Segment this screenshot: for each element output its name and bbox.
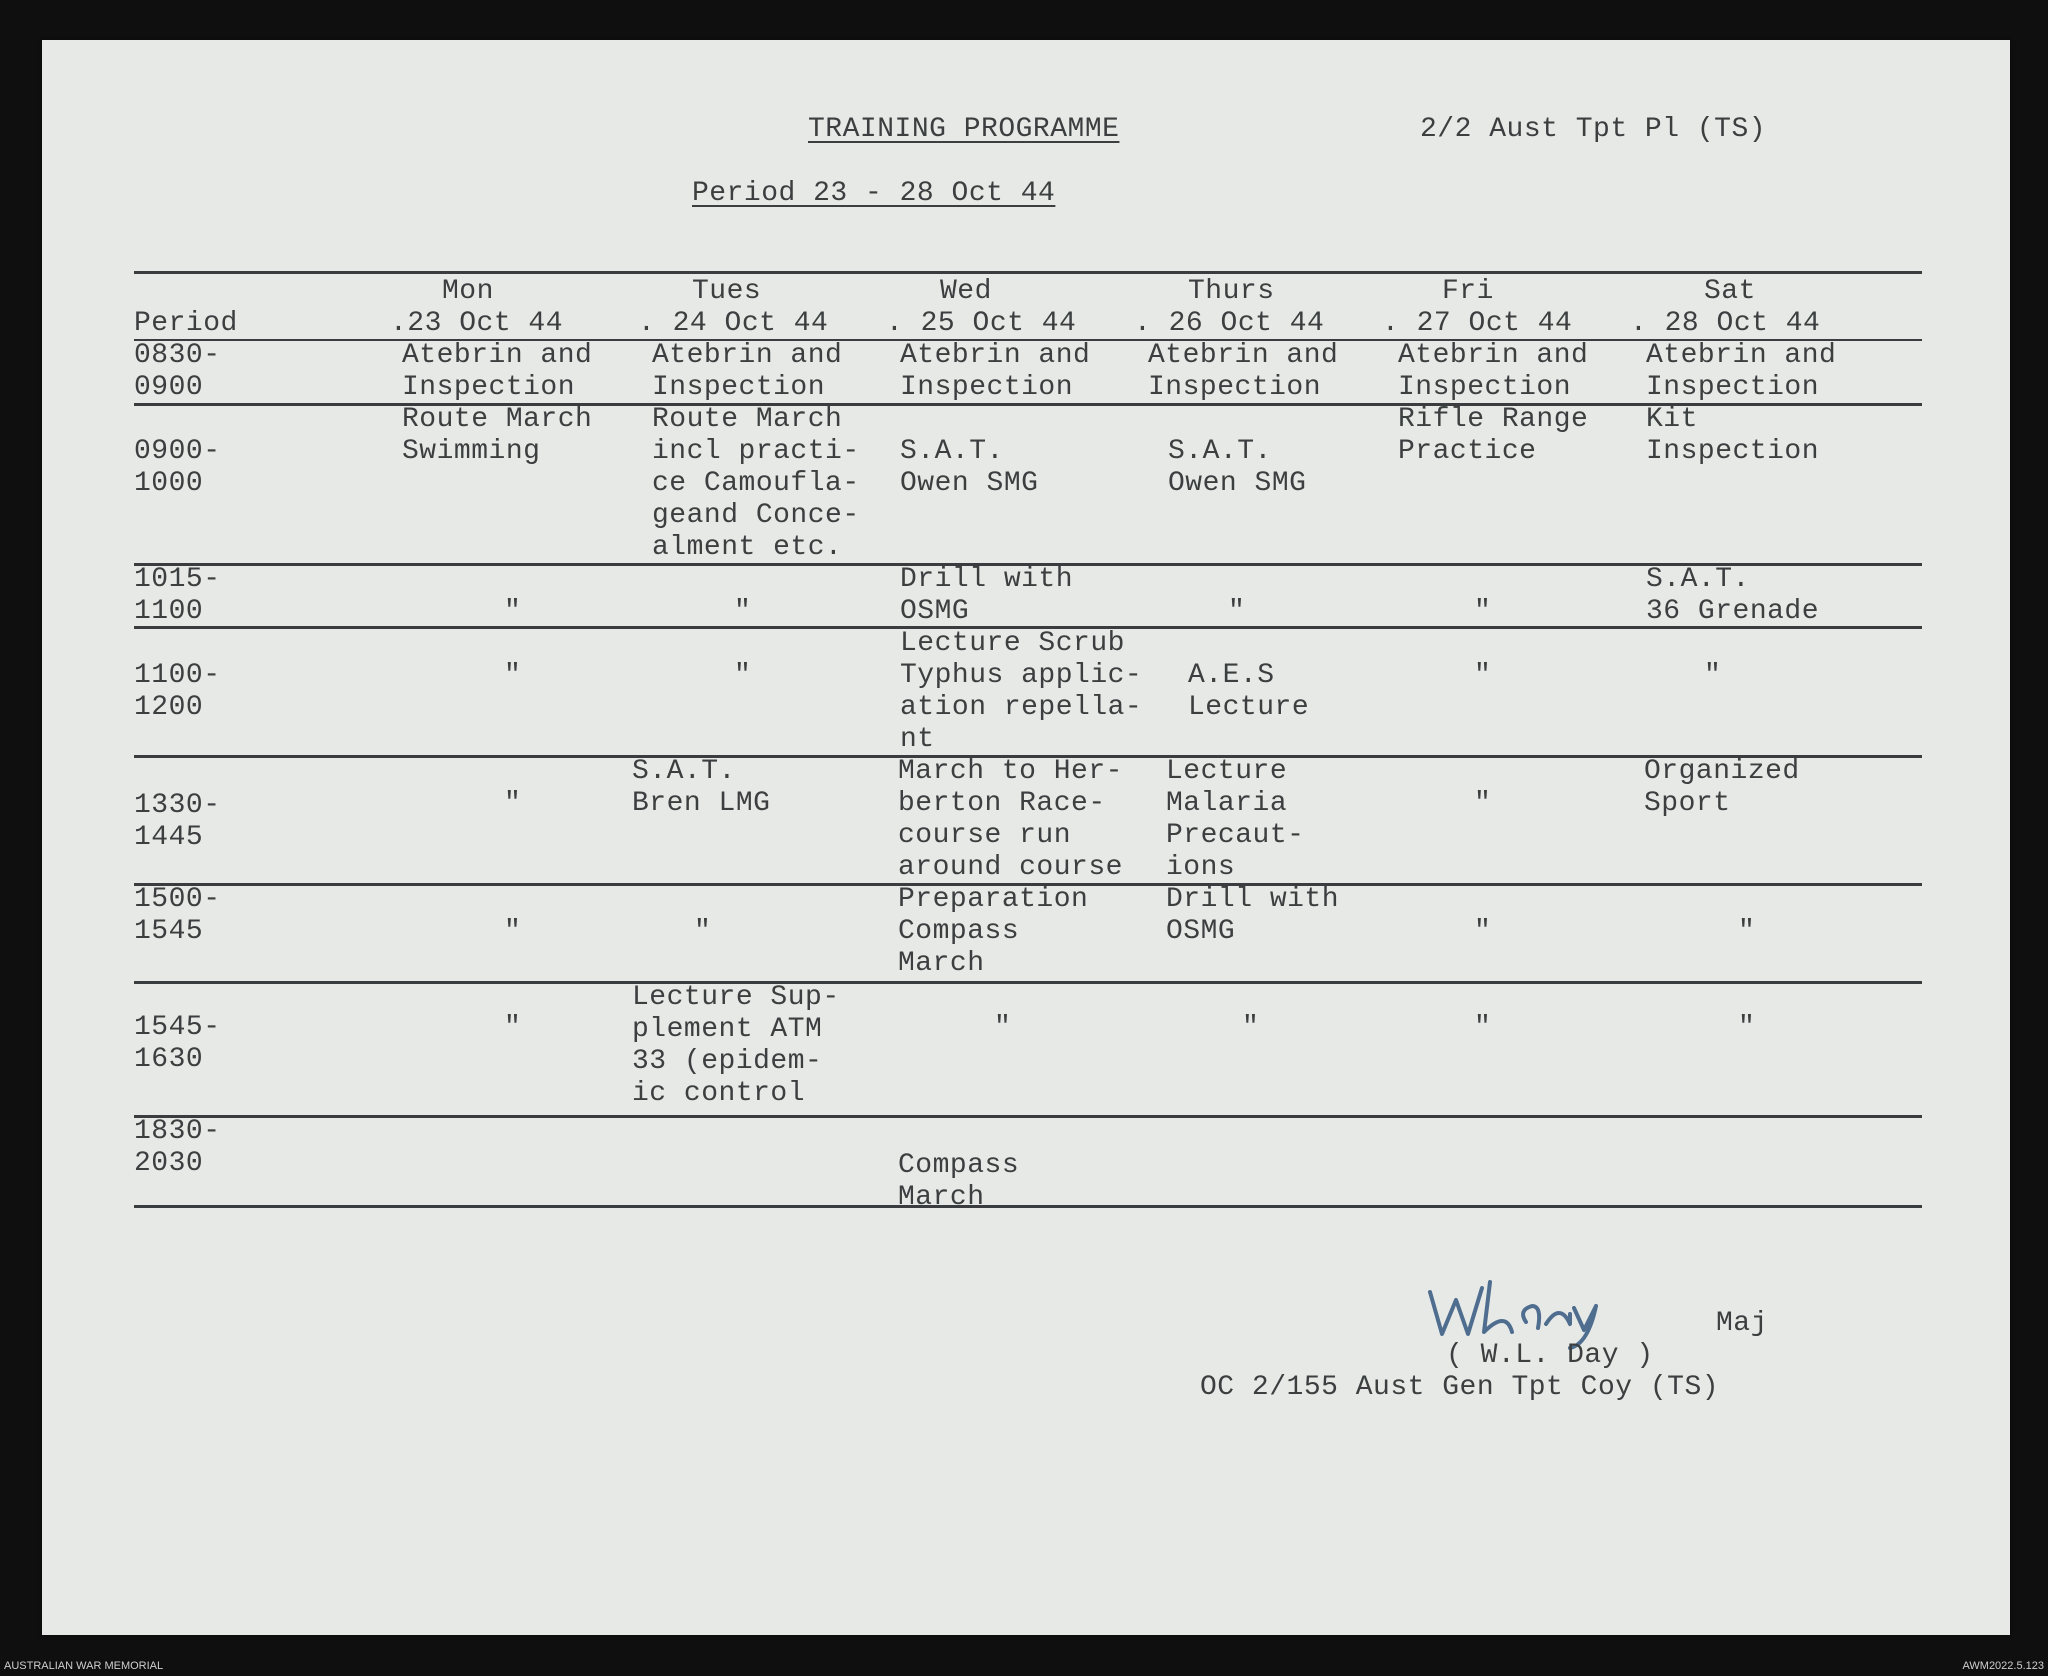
schedule-cell: " (504, 916, 522, 947)
schedule-cell: S.A.T. Owen SMG (1168, 436, 1307, 499)
signatory-name: ( W.L. Day ) (1446, 1340, 1654, 1371)
schedule-cell: " (994, 1012, 1012, 1043)
schedule-cell: Lecture Sup- plement ATM 33 (epidem- ic control (632, 982, 840, 1109)
schedule-cell: Atebrin and Inspection (1398, 340, 1589, 403)
schedule-cell: " (734, 596, 752, 627)
period-cell: 1015- 1100 (134, 564, 221, 627)
schedule-cell: Atebrin and Inspection (402, 340, 593, 403)
day-date-sat: . 28 Oct 44 (1630, 308, 1821, 339)
schedule-cell: Route March incl practi- ce Camoufla- geand Conce- alment etc. (652, 404, 860, 563)
day-name-fri: Fri (1442, 276, 1494, 307)
period-cell: 0900- 1000 (134, 436, 221, 499)
day-name-tues: Tues (692, 276, 762, 307)
schedule-cell: " (504, 788, 522, 819)
schedule-cell: Organized Sport (1644, 756, 1800, 819)
schedule-cell: Lecture Scrub Typhus applic- ation repella- nt (900, 628, 1143, 755)
schedule-cell: Kit Inspection (1646, 404, 1820, 467)
schedule-cell: " (694, 916, 712, 947)
schedule-cell: " (1474, 916, 1492, 947)
signatory-position: OC 2/155 Aust Gen Tpt Coy (TS) (1200, 1372, 1720, 1403)
unit-name: 2/2 Aust Tpt Pl (TS) (1420, 114, 1767, 145)
schedule-cell: Drill with OSMG (900, 564, 1074, 627)
schedule-cell: " (504, 1012, 522, 1043)
schedule-cell: " (1474, 1012, 1492, 1043)
handwritten-signature (1410, 1262, 1690, 1352)
schedule-cell: " (1738, 916, 1756, 947)
schedule-cell: " (1474, 788, 1492, 819)
signature-mark (1410, 1262, 1690, 1352)
period-cell: 1330- 1445 (134, 790, 221, 853)
day-date-fri: . 27 Oct 44 (1382, 308, 1573, 339)
schedule-cell: " (1228, 596, 1246, 627)
period-cell: 1100- 1200 (134, 660, 221, 723)
period-cell: 1545- 1630 (134, 1012, 221, 1075)
schedule-cell: Atebrin and Inspection (652, 340, 843, 403)
table-rule (134, 271, 1922, 274)
period-cell: 1830- 2030 (134, 1116, 221, 1179)
schedule-cell: " (1704, 660, 1722, 691)
schedule-cell: " (1474, 660, 1492, 691)
document-sheet (42, 40, 2010, 1635)
day-date-tues: . 24 Oct 44 (638, 308, 829, 339)
day-name-wed: Wed (940, 276, 992, 307)
day-name-sat: Sat (1704, 276, 1756, 307)
schedule-cell: A.E.S Lecture (1188, 660, 1310, 723)
schedule-cell: " (1242, 1012, 1260, 1043)
day-date-wed: . 25 Oct 44 (886, 308, 1077, 339)
footer-left: AUSTRALIAN WAR MEMORIAL (4, 1660, 164, 1672)
schedule-cell: S.A.T. Bren LMG (632, 756, 771, 819)
period-column-header: Period (134, 308, 238, 339)
period-line: Period 23 - 28 Oct 44 (692, 178, 1056, 209)
schedule-cell: S.A.T. 36 Grenade (1646, 564, 1820, 627)
schedule-cell: " (1474, 596, 1492, 627)
schedule-cell: " (504, 596, 522, 627)
schedule-cell: Atebrin and Inspection (900, 340, 1091, 403)
schedule-cell: Rifle Range Practice (1398, 404, 1589, 467)
table-rule (134, 981, 1922, 984)
footer-right: AWM2022.5.123 (1962, 1660, 2044, 1672)
schedule-cell: Preparation Compass March (898, 884, 1089, 979)
schedule-cell: " (1738, 1012, 1756, 1043)
schedule-cell: " (504, 660, 522, 691)
day-date-mon: .23 Oct 44 (390, 308, 564, 339)
period-cell: 1500- 1545 (134, 884, 221, 947)
schedule-cell: Atebrin and Inspection (1646, 340, 1837, 403)
table-rule (134, 1115, 1922, 1118)
day-date-thurs: . 26 Oct 44 (1134, 308, 1325, 339)
schedule-cell: " (734, 660, 752, 691)
schedule-cell: Drill with OSMG (1166, 884, 1340, 947)
day-name-mon: Mon (442, 276, 494, 307)
day-name-thurs: Thurs (1188, 276, 1275, 307)
schedule-cell: March to Her- berton Race- course run around course (898, 756, 1123, 883)
document-title: TRAINING PROGRAMME (808, 114, 1120, 145)
schedule-cell: S.A.T. Owen SMG (900, 436, 1039, 499)
schedule-cell: Compass March (898, 1150, 1020, 1213)
table-rule (134, 1205, 1922, 1208)
signatory-rank: Maj (1716, 1308, 1768, 1339)
schedule-cell: Lecture Malaria Precaut- ions (1166, 756, 1305, 883)
schedule-cell: Atebrin and Inspection (1148, 340, 1339, 403)
schedule-cell: Route March Swimming (402, 404, 593, 467)
period-cell: 0830- 0900 (134, 340, 221, 403)
